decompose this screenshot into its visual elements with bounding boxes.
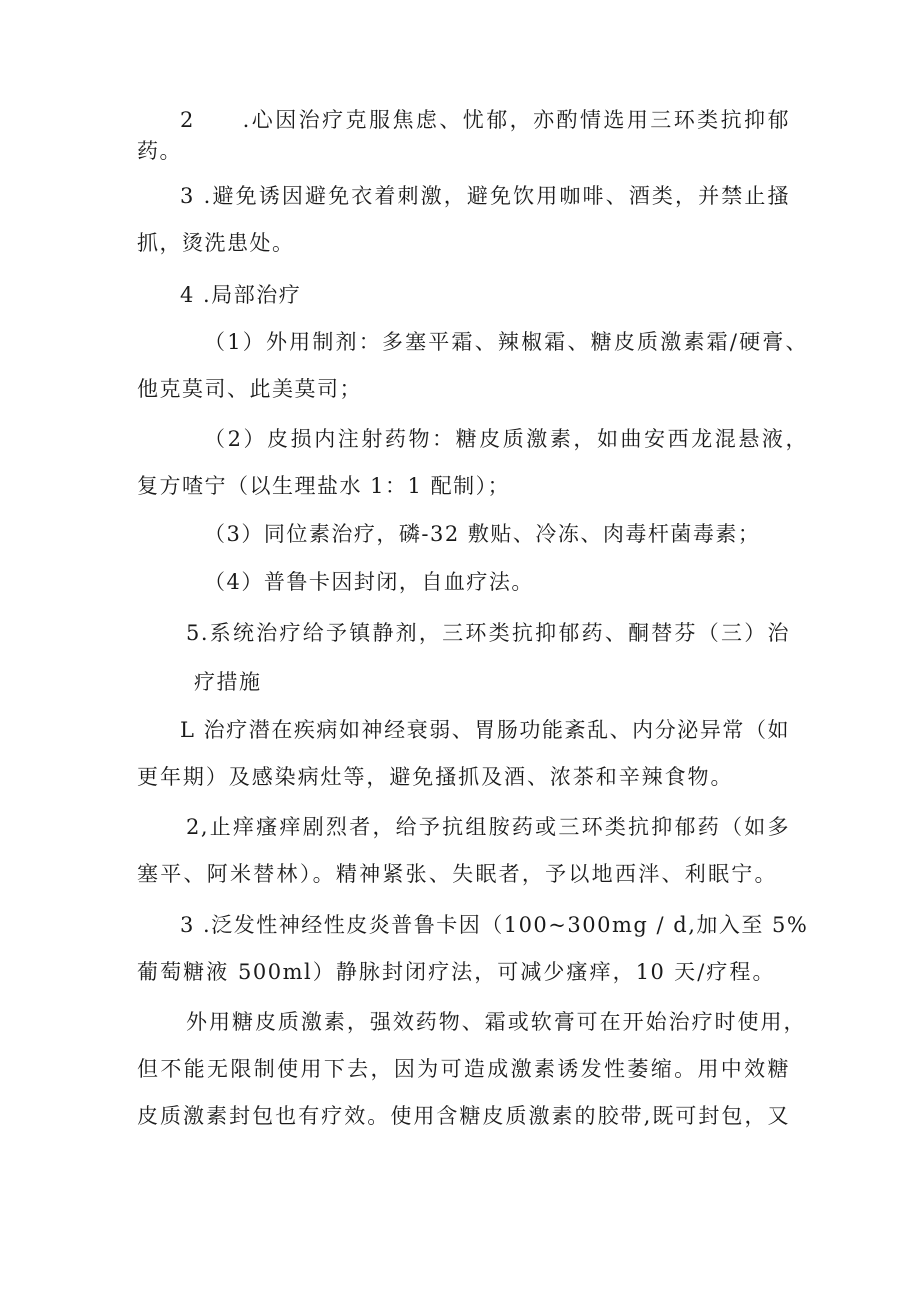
text-line: 但不能无限制使用下去，因为可造成激素诱发性萎缩。用中效糖 [137,1057,790,1081]
text-line: 2,止痒瘙痒剧烈者，给予抗组胺药或三环类抗抑郁药（如多 [186,815,790,839]
text-line: （3）同位素治疗，磷-32 敷贴、冷冻、肉毒杆菌毒素； [204,522,761,546]
text-line: 抓，烫洗患处。 [137,231,295,255]
text-line: 5.系统治疗给予镇静剂，三环类抗抑郁药、酮替芬（三）治 [186,621,790,645]
text-line: 皮质激素封包也有疗效。使用含糖皮质激素的胶带,既可封包，又 [137,1104,790,1128]
text-line: 4 .局部治疗 [180,283,302,307]
text-line: 更年期）及感染病灶等，避免搔抓及酒、浓茶和辛辣食物。 [137,765,733,789]
text-line: （2）皮损内注射药物：糖皮质激素，如曲安西龙混悬液， [204,427,808,451]
text-line: （4）普鲁卡因封闭，自血疗法。 [204,570,534,594]
text-line: 葡萄糖液 500ml）静脉封闭疗法，可减少瘙痒，10 天/疗程。 [137,960,775,984]
text-line: 2 .心因治疗克服焦虑、忧郁，亦酌情选用三环类抗抑郁 [180,108,790,132]
text-line: 他克莫司、此美莫司； [137,377,362,401]
text-line: 3 .泛发性神经性皮炎普鲁卡因（100~300mg / d,加入至 5% [180,913,809,937]
text-line: 药。 [137,139,182,163]
text-line: （1）外用制剂：多塞平霜、辣椒霜、糖皮质激素霜/硬膏、 [204,330,808,354]
text-line: 外用糖皮质激素，强效药物、霜或软膏可在开始治疗时使用， [186,1010,806,1034]
text-line: 3 .避免诱因避免衣着刺激，避免饮用咖啡、酒类，并禁止搔 [180,184,790,208]
text-line: 复方喳宁（以生理盐水 1：1 配制）； [137,474,511,498]
text-line: 疗措施 [194,670,262,694]
text-line: L 治疗潜在疾病如神经衰弱、胃肠功能紊乱、内分泌异常（如 [180,718,790,742]
text-line: 塞平、阿米替林）。精神紧张、失眠者，予以地西泮、利眠宁。 [137,862,777,886]
